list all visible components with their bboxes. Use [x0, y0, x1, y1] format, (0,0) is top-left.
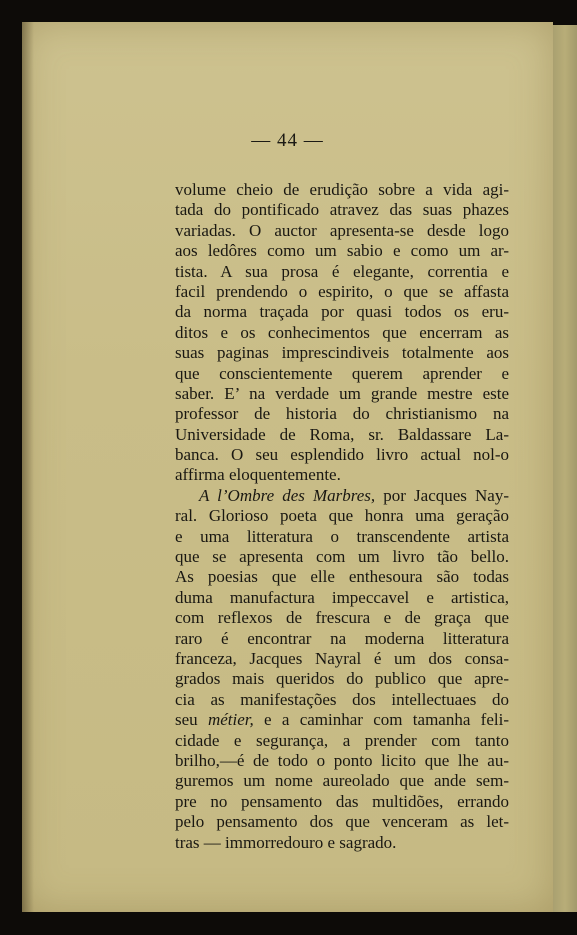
text-line: volume cheio de erudição sobre a vida agi- [175, 180, 509, 199]
text-line: franceza, Jacques Nayral é um dos consa- [175, 648, 509, 668]
spine-shadow [22, 22, 34, 912]
text-fragment: e a caminhar com tamanha feli- [253, 710, 509, 730]
text-line: ditos e os conhecimentos que encerram as [175, 322, 509, 342]
italic-word: métier, [207, 710, 254, 730]
text-line [175, 486, 509, 506]
text-line: e uma litteratura o transcendente artista [175, 526, 509, 546]
paragraph [175, 180, 509, 486]
text-line: com reflexos de frescura e de graça que [175, 608, 509, 628]
book-page [22, 22, 553, 912]
text-line: As poesias que elle enthesoura são todas [175, 567, 509, 587]
text-line: ral. Glorioso poeta que honra uma geração [175, 506, 509, 526]
text-line: duma manufactura impeccavel e artistica, [175, 587, 509, 607]
text-fragment: por Jacques Nay- [375, 485, 509, 505]
text-line: aos ledôres como um sabio e como um ar- [175, 241, 509, 261]
text-line: affirma eloquentemente. [175, 465, 341, 485]
text-line: raro é encontrar na moderna litteratura [175, 628, 509, 648]
text-line: grados mais queridos do publico que apre- [175, 669, 509, 689]
text-line: cidade e segurança, a prender com tanto [175, 730, 509, 750]
paragraph [175, 486, 509, 853]
text-line: tras — immorredouro e sagrado. [175, 832, 397, 852]
book-title: A l’Ombre des Marbres, [199, 485, 376, 505]
text-line: que se apresenta com um livro tão bello. [175, 547, 509, 567]
text-line: tista. A sua prosa é elegante, correntia e [175, 261, 509, 281]
text-line: banca. O seu esplendido livro actual nol-o [175, 445, 509, 465]
text-line: pelo pensamento dos que venceram as let- [175, 812, 509, 832]
text-line: facil prendendo o espirito, o que se affasta [175, 281, 509, 301]
text-fragment: seu [175, 710, 208, 730]
text-line: Universidade de Roma, sr. Baldassare La- [175, 424, 509, 444]
body-text [175, 180, 509, 853]
text-line: pre no pensamento das multidões, errando [175, 791, 509, 811]
text-line: saber. E’ na verdade um grande mestre este [175, 383, 509, 403]
page-edge [553, 25, 577, 912]
text-line: guremos um nome aureolado que ande sem- [175, 771, 509, 791]
text-line: brilho,—é de todo o ponto licito que lhe au- [175, 750, 509, 770]
page-number: — 44 — [251, 130, 324, 151]
text-line: variadas. O auctor apresenta-se desde logo [175, 220, 509, 240]
text-line: da norma traçada por quasi todos os eru- [175, 302, 509, 322]
text-line: tada do pontificado atravez das suas phazes [175, 200, 509, 220]
text-line: professor de historia do christianismo na [175, 404, 509, 424]
text-line: suas paginas imprescindiveis totalmente aos [175, 343, 509, 363]
text-line: cia as manifestações dos intellectuaes do [175, 689, 509, 709]
text-line: que conscientemente querem aprender e [175, 363, 509, 383]
text-line [175, 710, 509, 730]
